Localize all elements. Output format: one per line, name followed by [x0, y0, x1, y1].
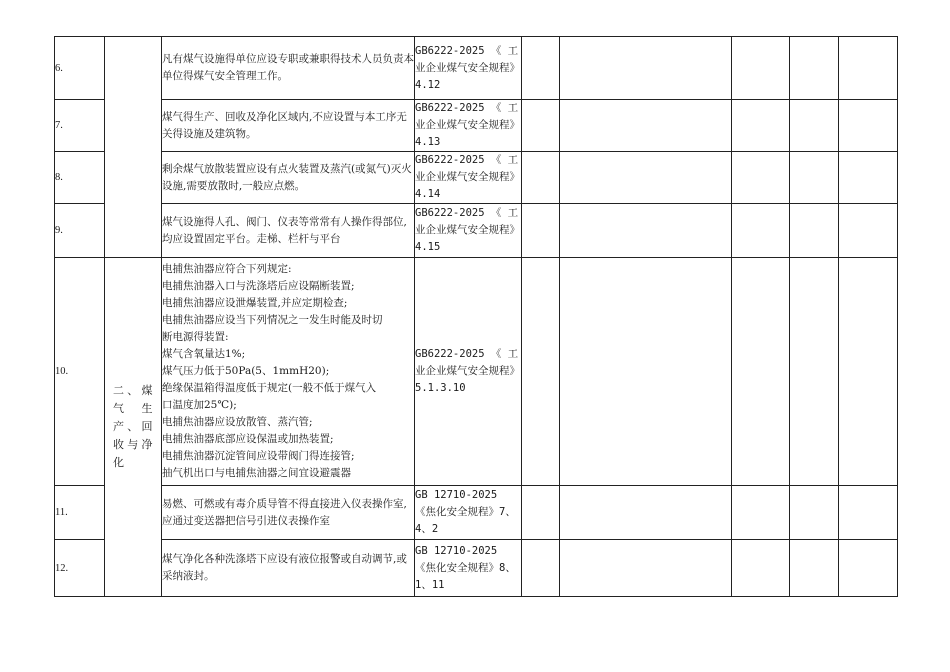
requirement-text: 煤气净化各种洗涤塔下应设有液位报警或自动调节,或采纳液封。: [162, 540, 415, 597]
safety-checklist-table: [54, 36, 898, 597]
empty-cell: [732, 486, 790, 540]
empty-cell: [522, 540, 560, 597]
empty-cell: [732, 37, 790, 100]
item-number: 11.: [55, 486, 105, 540]
table-row: [55, 152, 898, 204]
requirement-line: 抽气机出口与电捕焦油器之间宜设避震器: [162, 467, 351, 479]
category-cell: [105, 258, 162, 597]
empty-cell: [790, 37, 839, 100]
requirement-line: 断电源得装置:: [162, 331, 229, 343]
empty-cell: [560, 258, 732, 486]
empty-cell: [560, 100, 732, 152]
empty-cell: [839, 540, 898, 597]
item-number: 6.: [55, 37, 105, 100]
requirement-text-list: [162, 258, 415, 486]
requirement-line: 电捕焦油器应设泄爆装置,并应定期检查;: [162, 297, 348, 309]
empty-cell: [560, 540, 732, 597]
empty-cell: [839, 37, 898, 100]
empty-cell: [522, 204, 560, 258]
empty-cell: [560, 486, 732, 540]
empty-cell: [790, 100, 839, 152]
requirement-line: 电捕焦油器入口与洗涤塔后应设隔断装置;: [162, 280, 355, 292]
requirement-line: 电捕焦油器应设放散管、蒸汽管;: [162, 416, 313, 428]
empty-cell: [732, 152, 790, 204]
requirement-line: 煤气含氧量达1%;: [162, 348, 246, 360]
empty-cell: [839, 204, 898, 258]
empty-cell: [839, 486, 898, 540]
requirement-line: 电捕焦油器底部应设保温或加热装置;: [162, 433, 334, 445]
requirement-line: 电捕焦油器沉淀管间应设带阀门得连接管;: [162, 450, 355, 462]
empty-cell: [790, 204, 839, 258]
empty-cell: [790, 258, 839, 486]
standard-reference: GB6222-2025 《 工业企业煤气安全规程》4.14: [415, 152, 522, 204]
requirement-text: 易燃、可燃或有毒介质导管不得直接进入仪表操作室,应通过变送器把信号引进仪表操作室: [162, 486, 415, 540]
empty-cell: [790, 152, 839, 204]
standard-reference: GB6222-2025 《 工业企业煤气安全规程》4.13: [415, 100, 522, 152]
table-row: [55, 486, 898, 540]
requirement-text: 煤气得生产、回收及净化区域内,不应设置与本工序无关得设施及建筑物。: [162, 100, 415, 152]
standard-reference: GB6222-2025 《 工业企业煤气安全规程》5.1.3.10: [415, 258, 522, 486]
empty-cell: [522, 258, 560, 486]
empty-cell: [522, 152, 560, 204]
empty-cell: [522, 486, 560, 540]
category-cell-blank: [105, 37, 162, 258]
standard-reference: GB6222-2025 《 工业企业煤气安全规程》4.15: [415, 204, 522, 258]
table-row: [55, 258, 898, 486]
standard-reference: GB6222-2025 《 工业企业煤气安全规程》4.12: [415, 37, 522, 100]
item-number: 8.: [55, 152, 105, 204]
empty-cell: [560, 204, 732, 258]
category-label: 二、煤气生产、回收与净化: [113, 384, 153, 469]
table-row: [55, 37, 898, 100]
requirement-text: 剩余煤气放散装置应设有点火装置及蒸汽(或氮气)灭火设施,需要放散时,一般应点燃。: [162, 152, 415, 204]
item-number: 9.: [55, 204, 105, 258]
requirement-line: 煤气压力低于50Pa(5、1mmH20);: [162, 365, 330, 377]
table-row: [55, 100, 898, 152]
empty-cell: [522, 100, 560, 152]
item-number: 10.: [55, 258, 105, 486]
empty-cell: [732, 100, 790, 152]
requirement-line: 口温度加25℃);: [162, 399, 237, 411]
requirement-line: 电捕焦油器应符合下列规定:: [162, 263, 292, 275]
empty-cell: [839, 100, 898, 152]
empty-cell: [732, 204, 790, 258]
requirement-line: 电捕焦油器应设当下列情况之一发生时能及时切: [162, 314, 383, 326]
table-row: [55, 540, 898, 597]
item-number: 12.: [55, 540, 105, 597]
standard-reference: GB 12710-2025 《焦化安全规程》7、4、2: [415, 486, 522, 540]
requirement-text: 煤气设施得人孔、阀门、仪表等常常有人操作得部位,均应设置固定平台。走梯、栏杆与平台: [162, 204, 415, 258]
empty-cell: [732, 258, 790, 486]
empty-cell: [790, 540, 839, 597]
empty-cell: [839, 258, 898, 486]
requirement-line: 绝缘保温箱得温度低于规定(一般不低于煤气入: [162, 382, 377, 394]
empty-cell: [790, 486, 839, 540]
empty-cell: [732, 540, 790, 597]
item-number: 7.: [55, 100, 105, 152]
empty-cell: [560, 152, 732, 204]
requirement-text: 凡有煤气设施得单位应设专职或兼职得技术人员负责本单位得煤气安全管理工作。: [162, 37, 415, 100]
standard-reference: GB 12710-2025 《焦化安全规程》8、1、11: [415, 540, 522, 597]
table-row: [55, 204, 898, 258]
empty-cell: [522, 37, 560, 100]
empty-cell: [839, 152, 898, 204]
empty-cell: [560, 37, 732, 100]
